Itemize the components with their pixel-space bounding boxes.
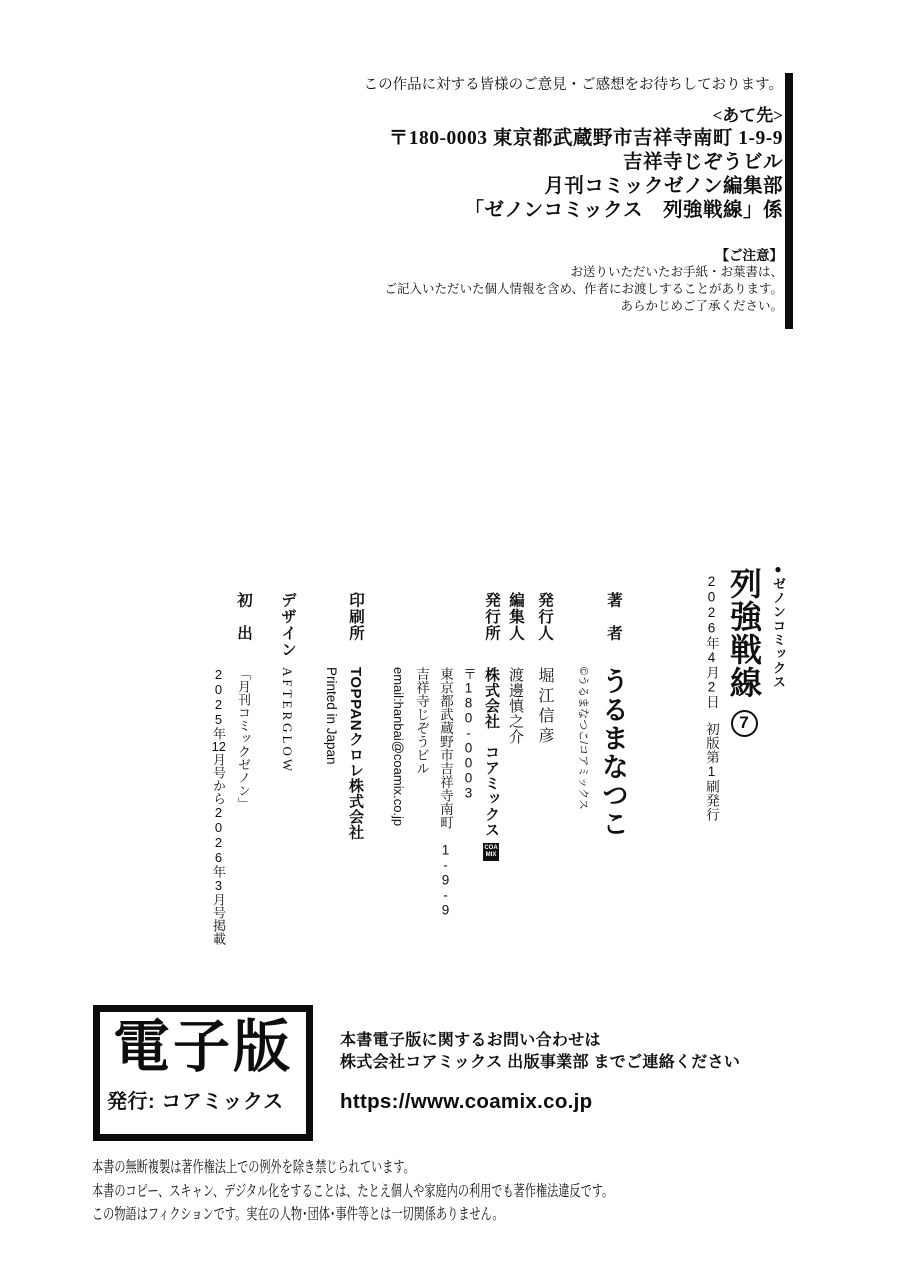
address-line: 「ゼノンコミックス 列強戦線」係: [464, 200, 783, 221]
office-address1: 東京都武蔵野市吉祥寺南町 1-9-9: [438, 667, 453, 918]
office-label: 発行所: [483, 592, 500, 642]
series-column: [769, 562, 788, 982]
feedback-intro: この作品に対する皆様のご意見・ご感想をお待ちしております。: [363, 77, 783, 93]
address1-column: [435, 562, 455, 982]
legal-line: 本書のコピー、スキャン、デジタル化をすることは、たとえ個人や家庭内の利用でも著作権法違反です。: [92, 1182, 614, 1200]
copyright-column: [576, 562, 592, 982]
publisher-name: 堀江信彦: [536, 667, 553, 747]
design-label: デザイン: [279, 592, 296, 658]
firstpub-label: 初 出: [235, 592, 252, 642]
contact-line2: 株式会社コアミックス 出版事業部 までご連絡ください: [340, 1054, 741, 1071]
publisher-column: [533, 562, 556, 982]
address-line: 月刊コミックゼノン編集部: [544, 176, 783, 197]
website-url: https://www.coamix.co.jp: [340, 1090, 593, 1113]
office-email: email:hanbai@coamix.co.jp: [391, 667, 406, 827]
office-column: [480, 562, 502, 982]
feedback-section: [364, 76, 783, 314]
notice-line: あらかじめご了承ください。: [620, 298, 783, 313]
legal-line: この物語はフィクションです。実在の人物･団体･事件等とは一切関係ありません。: [92, 1206, 504, 1224]
digital-contact: [340, 1030, 740, 1114]
section-rule: [785, 73, 793, 329]
office-address2: 吉祥寺じぞうビル: [414, 667, 429, 775]
printer-name-kanji: クロレ株式会社: [347, 731, 364, 840]
copyright-note: ©うるまなつこ/コアミックス: [577, 667, 589, 810]
legal-line: 本書の無断複製は著作権法上での例外を除き禁じられています。: [92, 1159, 415, 1176]
notice-heading: 【ご注意】: [715, 248, 783, 263]
badge-publisher: 発行: コアミックス: [107, 1091, 284, 1113]
book-title: 列強戦線: [726, 567, 762, 699]
firstpub-period-part: 月号から2026年3月号掲載: [211, 753, 226, 945]
email-column: [391, 562, 406, 982]
design-name: AFTERGLOW: [280, 667, 295, 775]
postal-column: [458, 562, 478, 982]
office-postal: 〒180-0003: [461, 667, 476, 801]
series-bullet-icon: ●: [771, 562, 785, 577]
firstpub-period-part: 12: [211, 740, 226, 753]
first-publication-column: [232, 562, 254, 982]
printing-info: 初版第1刷発行: [704, 722, 719, 822]
series-name: ゼノンコミックス: [771, 577, 786, 689]
author-label: 著 者: [605, 592, 622, 642]
design-column: [276, 562, 298, 982]
address-line: 〒180-0003 東京都武蔵野市吉祥寺南町 1-9-9: [388, 128, 783, 149]
volume-badge: 7: [731, 710, 758, 737]
author-column: [594, 562, 633, 982]
edition-column: [701, 562, 721, 982]
editor-label: 編集人: [507, 592, 524, 642]
notice-line: お送りいただいたお手紙・お葉書は、: [570, 265, 783, 279]
firstpub-magazine: 「月刊コミックゼノン」: [236, 667, 251, 810]
coamix-logo-line1: COA: [484, 844, 498, 851]
address-line: 吉祥寺じぞうビル: [622, 152, 783, 173]
firstpub-period-part: 2025年: [211, 667, 226, 740]
office-name: 株式会社 コアミックス: [483, 667, 500, 838]
address2-column: [411, 562, 431, 982]
editor-name: 渡邊慎之介: [507, 667, 524, 745]
printed-in-japan: Printed in Japan: [324, 667, 339, 765]
coamix-logo: [483, 843, 499, 861]
printer-name-latin: TOPPAN: [347, 667, 364, 732]
title-column: [721, 562, 767, 982]
author-name: うるまなつこ: [598, 667, 628, 838]
badge-title: 電子版: [113, 1015, 293, 1079]
address-heading: <あて先>: [712, 106, 783, 125]
publication-period-column: [209, 562, 228, 982]
contact-line1: 本書電子版に関するお問い合わせは: [340, 1032, 601, 1049]
legal-section: [92, 1156, 613, 1227]
publisher-label: 発行人: [536, 592, 553, 642]
coamix-logo-line2: MIX: [485, 851, 497, 858]
editor-column: [504, 562, 526, 982]
notice-line: ご記入いただいた個人情報を含め、作者にお渡しすることがあります。: [384, 281, 783, 296]
printer-label: 印刷所: [347, 592, 364, 642]
edition-date: 2026年4月2日: [704, 574, 719, 709]
digital-badge: [93, 1005, 313, 1141]
colophon-section: [209, 562, 788, 982]
printed-in-column: [324, 562, 339, 982]
printer-column: [344, 562, 366, 982]
